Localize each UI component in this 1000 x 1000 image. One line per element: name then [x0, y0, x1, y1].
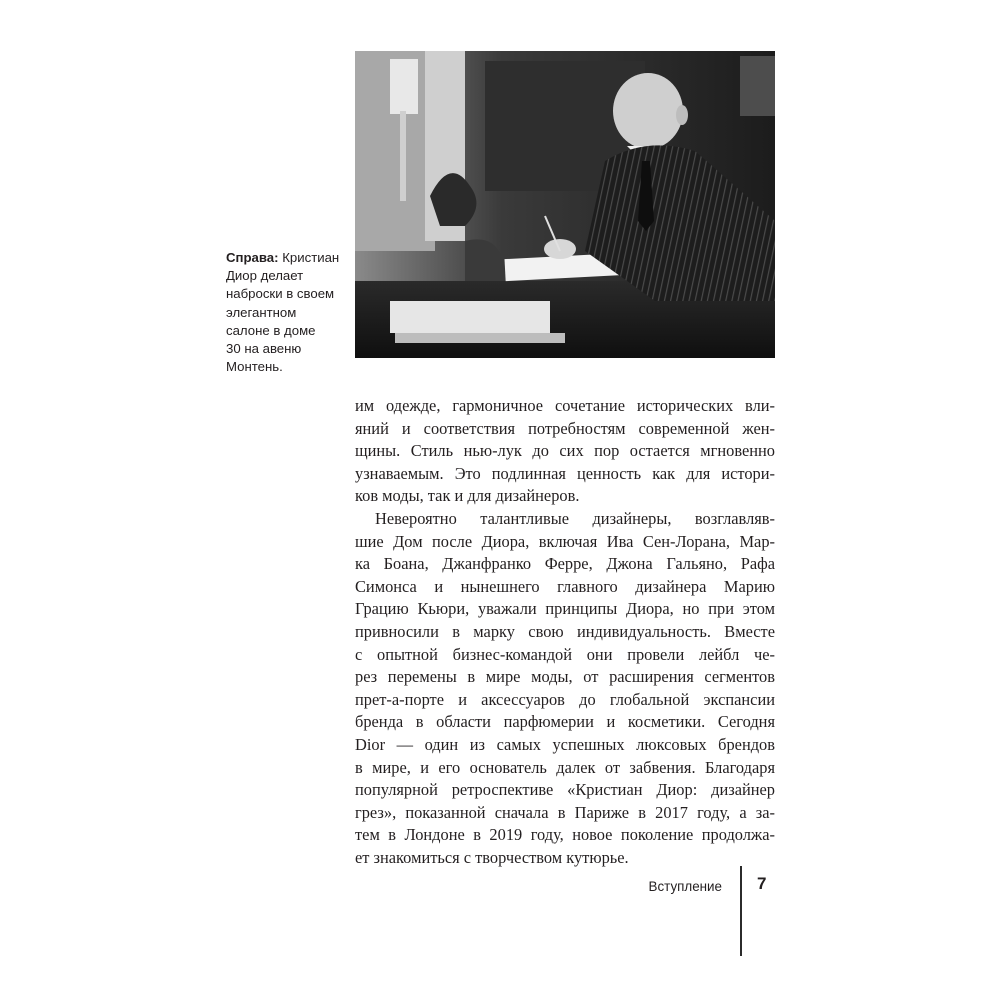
- text-line: Грацию Кьюри, уважали принципы Диора, но при этом: [355, 599, 775, 619]
- text-line: Dior — один из самых успешных люксовых брендов: [355, 734, 775, 754]
- photo-head: [613, 73, 683, 149]
- text-line: Невероятно талантливые дизайнеры, возглавляв-: [375, 508, 775, 528]
- photo-dior-at-desk: [355, 51, 775, 358]
- photo-lamp-shade: [390, 59, 418, 114]
- text-line: бренда в области парфюмерии и косметики. Сегодня: [355, 712, 775, 732]
- text-line: прет-а-порте и аксессуаров до глобальной экспансии: [355, 689, 775, 709]
- text-line: ка Боана, Джанфранко Ферре, Джона Гальяно, Рафа: [355, 554, 775, 574]
- text-line: ков моды, так и для дизайнеров.: [355, 486, 580, 506]
- text-line: грез», показанной сначала в Париже в 2017 году, а за-: [355, 802, 775, 822]
- running-footer-section-title: Вступление: [648, 879, 722, 894]
- caption-line: наброски в своем: [226, 286, 335, 302]
- caption-line: Диор делает: [226, 268, 304, 284]
- text-line: в мире, и его основатель далек от забвения. Благодаря: [355, 757, 775, 777]
- photo-ear: [676, 105, 688, 125]
- footer-divider: [740, 866, 742, 956]
- photo-picture-frame: [740, 56, 775, 116]
- caption-line: элегантном: [226, 304, 297, 320]
- caption-line: 30 на авеню: [226, 341, 302, 357]
- text-line: яний и соответствия потребностям современной жен-: [355, 418, 775, 438]
- text-line: им одежде, гармоничное сочетание исторических вли-: [355, 396, 775, 415]
- photo-book: [390, 301, 550, 333]
- caption-line: Кристиан: [282, 250, 340, 265]
- text-line: тем в Лондоне в 2019 году, новое поколение продолжа-: [355, 825, 775, 845]
- paragraph-1: [355, 395, 775, 508]
- text-line: ет знакомиться с творчеством кутюрье.: [355, 847, 629, 867]
- page-number: 7: [757, 874, 767, 893]
- photo-book-edge: [395, 333, 565, 343]
- caption-label: Справа:: [226, 250, 279, 265]
- photo-illustration: [355, 51, 775, 358]
- text-line: привносили в марку свою индивидуальность. Вместе: [355, 621, 775, 641]
- text-line: узнаваемым. Это подлинная ценность как для истори-: [355, 463, 775, 483]
- paragraph-2: [355, 508, 775, 870]
- photo-caption: [226, 249, 348, 376]
- text-line: рез перемены в мире моды, от расширения сегментов: [355, 667, 775, 687]
- text-line: популярной ретроспективе «Кристиан Диор: дизайнер: [355, 780, 775, 800]
- text-line: с опытной бизнес-командой они провели лейбл че-: [355, 644, 775, 664]
- body-text: [355, 395, 775, 869]
- caption-line: салоне в доме: [226, 322, 316, 338]
- photo-candle-stand: [400, 111, 406, 201]
- caption-line: Монтень.: [226, 359, 283, 375]
- text-line: щины. Стиль нью-лук до сих пор остается мгновенно: [355, 441, 775, 461]
- text-line: Симонса и нынешнего главного дизайнера Марию: [355, 576, 775, 596]
- text-line: шие Дом после Диора, включая Ива Сен-Лорана, Мар-: [355, 531, 775, 551]
